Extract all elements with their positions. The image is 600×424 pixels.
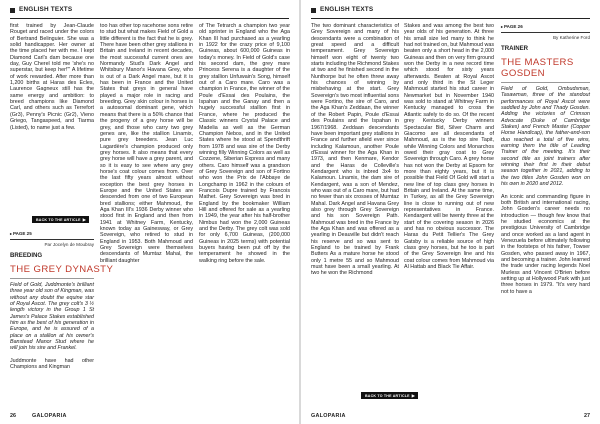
- section-label: TRAINER: [501, 45, 529, 52]
- header-label: ENGLISH TEXTS: [320, 6, 374, 13]
- magazine-footer-logo: GALOPARIA: [311, 413, 346, 419]
- paragraph: of The Tetrarch a champion two year old sprinter in England who the Aga Khan III had purchased as a yearling in 1922 for the crazy price of 9,100 Guineas, about 600,000 Guineas in today's money. In Field of Gold's case his second dam, the grey mare Princess Serena is a daughter of the grey stallion Unfuwain's Song, himself out of a Caro mare. Caro was a champion in France, the winner of the Poule d'Essai des Poulains, the Ispahan and the Ganay and then a hugely successful stallion first in France, where he produced the Classic winners Crystal Palace and Madelia as well as the German Champion Nebos, and in the United States where he stood at Spendthrift from 1978 and was sire of the Derby winning filly Winning Colors as well as Cozzene, Siberian Express and many others. Caro himself was a grandson of Grey Sovereign and son of Fortino who won the Prix de l'Abbaye de Longchamp in 1962 in the colours of Francois Dupre trained by Francois Mathet. Grey Sovereign was bred in England by the bookmaker William Hill and offered for sale as a yearling in 1949, the year after his half-brother Nimbus had won the 2,000 Guineas and the Derby. The grey colt was sold for only 6,700 Guineas, (200,000 Guineas in 2025 terms) with potential buyers having been put off by the temperament he showed in the walking ring before the sale.: [199, 23, 290, 264]
- header-square-icon: [10, 8, 15, 13]
- article-title: THE GREY DYNASTY: [10, 264, 114, 275]
- paragraph: An iconic and commanding figure in both British and international racing, John Gosden's career needs no introduction — though few know that he studied economics at the prestigious University of Cambridge and once worked as a land agent in Venezuela before ultimately following in the footsteps of his father, Towser Gosden, who passed away in 1967, and becoming a trainer. John learned the trade under racing legends Noel Murless and Vincent O'Brien before setting up at Hollywood Park with just three horses in 1979. "It's very hard not to have a: [501, 193, 590, 295]
- page-header: [10, 6, 289, 19]
- left-page: [0, 0, 299, 424]
- article-column: [10, 23, 94, 131]
- page-number: 27: [584, 413, 590, 419]
- back-to-article-button[interactable]: [361, 392, 418, 399]
- back-to-article-button[interactable]: [32, 216, 89, 223]
- paragraph: The two dominant characteristics of Grey Sovereign and many of his descendants were a combination of great speed and a difficult temperament. Grey Sovereign himself won eight of twenty two starts including the Richmond Stakes at two and he finished second in the Nunthorpe but he often threw away his chances of winning by misbehaving at the start. Grey Sovereign's two most influential sons were Fortino, the sire of Caro, and the Aga Khan's Zeddaan, the winner of the Robert Papin, Poule d'Essai des Poulains and the Ispahan in 1967/1968. Zeddaan descendants have been important grey stallions in France and further afield ever since including Kalamoun, another Poule d'Essai winner for the Aga Khan in 1973, and then Kenmare, Kendor and the Haras de Colleville's Kendargent who is inbred 3x4 to Kalamoun. Linamix, the dam sire of Kendargent, was a son of Mendez, who was out of a Caro mare, but had no fewer than six crosses of Mumtaz Mahal. Dark Angel and Havana Grey also grey through Grey Sovereign and his son Sovereign Path. Mahmoud was bred in the France by the Aga Khan and was offered as a yearling in Deauville but didn't reach his reserve and so was sent to England to be trained by Frank Butters As a mature horse he stood only 1 metre 55 and so Mahmoud must have been a small yearling. At two he won the Richmond: [311, 23, 399, 277]
- arrow-icon: ▶: [82, 217, 87, 222]
- right-page: [301, 0, 600, 424]
- arrow-icon: ▶: [411, 393, 416, 398]
- intro-paragraph: Field of Gold, Ombudsman, Tasawman, three of the standout performances of Royal Ascot were saddled by John and Thady Gosden. Adding the victories of Crimson Advocate (Duke of Cambridge Stakes) and French Master (Copper Horse Handicap), the father-and-son duo reached a total of five wins, earning them the title of Leading Trainer of the meeting. It's their second title as joint trainers after winning their first in their debut season together in 2021, adding to the two titles John Gosden won on his own in 2020 and 2012.: [501, 86, 590, 188]
- paragraph: Juddmonte have had other Champions and Kingman: [10, 357, 94, 371]
- back-to-article-label: BACK TO THE ARTICLE: [365, 394, 410, 398]
- page-reference-label: PAGE 26: [504, 24, 523, 29]
- triangle-icon: ▸: [10, 231, 13, 236]
- article-column: [311, 23, 399, 277]
- title-underline: [501, 82, 590, 83]
- page-number: 26: [10, 413, 16, 419]
- article-column: [100, 23, 193, 264]
- article-title-line: THE MASTERS: [501, 57, 574, 68]
- article-column: [404, 23, 494, 270]
- header-label: ENGLISH TEXTS: [19, 6, 73, 13]
- page-reference-label: PAGE 25: [13, 231, 32, 236]
- byline: By Katherine Ford: [552, 35, 590, 40]
- page-header: [311, 6, 590, 19]
- paragraph: first trained by Jean-Claude Rouget and raced under the colors of Bertrand Belinguier. She was a solid handicapper. Her owner at the time placed her with me. I kept Diamond Carl's dam because one day, Guy Cherel told me 'she's no superstar, but keep her!'" A lifetime of work rewarded. After more than 1,200 births at Haras des Ecles, Laurence Gagneux still has the same energy and ambition: to breed champions like Diamond Carl, and others such as Terrefort (Gr3), Penny's Picnic (Gr2), Vieno Griego, Tangaspeed, and Tiarma (Listed), to name just a few.: [10, 23, 94, 131]
- magazine-footer-logo: GALOPARIA: [32, 413, 67, 419]
- paragraph: Stakes and was among the best two year olds of his generation. At three his small size led many to think he had not trained on, but Mahmoud was beaten only a short head in the 2,000 Guineas and then on very firm ground won the Derby in a new record time which stood for sixty years afterwards. Beaten at Royal Ascot and only third in the St Leger Mahmoud started his stud career in Newmarket but in November 1940 was sold to stand at Whitney Farm in Kentucky managed to cross the Atlantic safely to do so. Of the recent grey Kentucky Derby winners Spectacular Bid, Silver Charm and Giacomo are all descendants of Mahmoud, as is the top sire Tapit, while Winning Colors and Monarchos owed their gray coat to Grey Sovereign through Caro. A grey horse has not won the Derby at Epsom for more than eighty years, but it is possible that Field Of Gold will start a new line of top class grey horses in Britain and Ireland. At the same time, in Turkey, as all the Grey Sovereign line is close to running out of new representatives in France. Kendargent will be twenty three at the start of the covering season in 2026 and has no obvious successor. The Haras du Petit Tellier's The Grey Gatsby is a reliable source of high class grey horses, but he too is part of the Grey Sovereign line and his coat colour comes from Mahmoud via Al Hattab and Black Tie Affair.: [404, 23, 494, 271]
- paragraph: too has other top racehorse sons retire to stud but what makes Field of Gold a little different is the fact that he is grey. There have been other grey stallions in Britain and Ireland in recent decades, the most successful current ones are Normandy Stud's Dark Angel and Whitsbury Manor's Havana Grey, who is out of a Dark Angel mare, but it is has been in France and the United States that greys in general have played a major role in racing and breeding. Grey skin colour in horses is a autosomal dominant gene, which means that there is a 50% chance that the progeny of a grey horse will be grey, and those who carry two grey genes are, like the stallion Linamix, pure grey breeders. Jean Luc Lagardère's champion produced only grey horses. It also means that every grey horse will have a grey parent, and so it is easy to see where any grey horse's coat colour comes from. Over the last fifty years almost without exception the best grey horses in Europe and the United States are descended from one of two European bred stallions; either Mahmoud, the Aga Khan III's 1936 Derby winner who stood first in England and then from 1941 at Whitney Farm, Kentucky, known today as Gainesway, or Grey Sovereign, who retired to stud in England in 1953. Both Mahmoud and Grey Sovereign were themselves descendants of Mumtaz Mahal, the brilliant daughter: [100, 23, 193, 264]
- back-to-article-label: BACK TO THE ARTICLE: [36, 218, 81, 222]
- triangle-icon: ▸: [501, 24, 504, 29]
- title-underline: [10, 278, 94, 279]
- page-reference: [10, 231, 32, 236]
- byline: Par Jocelyn de Moubray: [44, 242, 94, 247]
- intro-paragraph: Field of Gold, Juddmonte's brilliant three year old son of Kingman, was without any doubt the equine star of Royal Ascot. The grey colt's 3 ½ length victory in the Group 1 St James's Palace Stakes established him as the best of his generation in Europe, and he is assured of a place on a stallion at his owner's Banstead Manor Stud where he will join his sire and Frankel.: [10, 282, 94, 352]
- page-reference: [501, 24, 523, 29]
- divider: [10, 239, 94, 240]
- article-title-line: GOSDEN: [501, 68, 545, 79]
- article-column: [10, 282, 94, 370]
- article-title: [501, 57, 574, 79]
- article-column: [199, 23, 290, 264]
- header-square-icon: [311, 8, 316, 13]
- article-column: [501, 86, 590, 295]
- section-label: BREEDING: [10, 252, 43, 259]
- divider: [501, 32, 590, 33]
